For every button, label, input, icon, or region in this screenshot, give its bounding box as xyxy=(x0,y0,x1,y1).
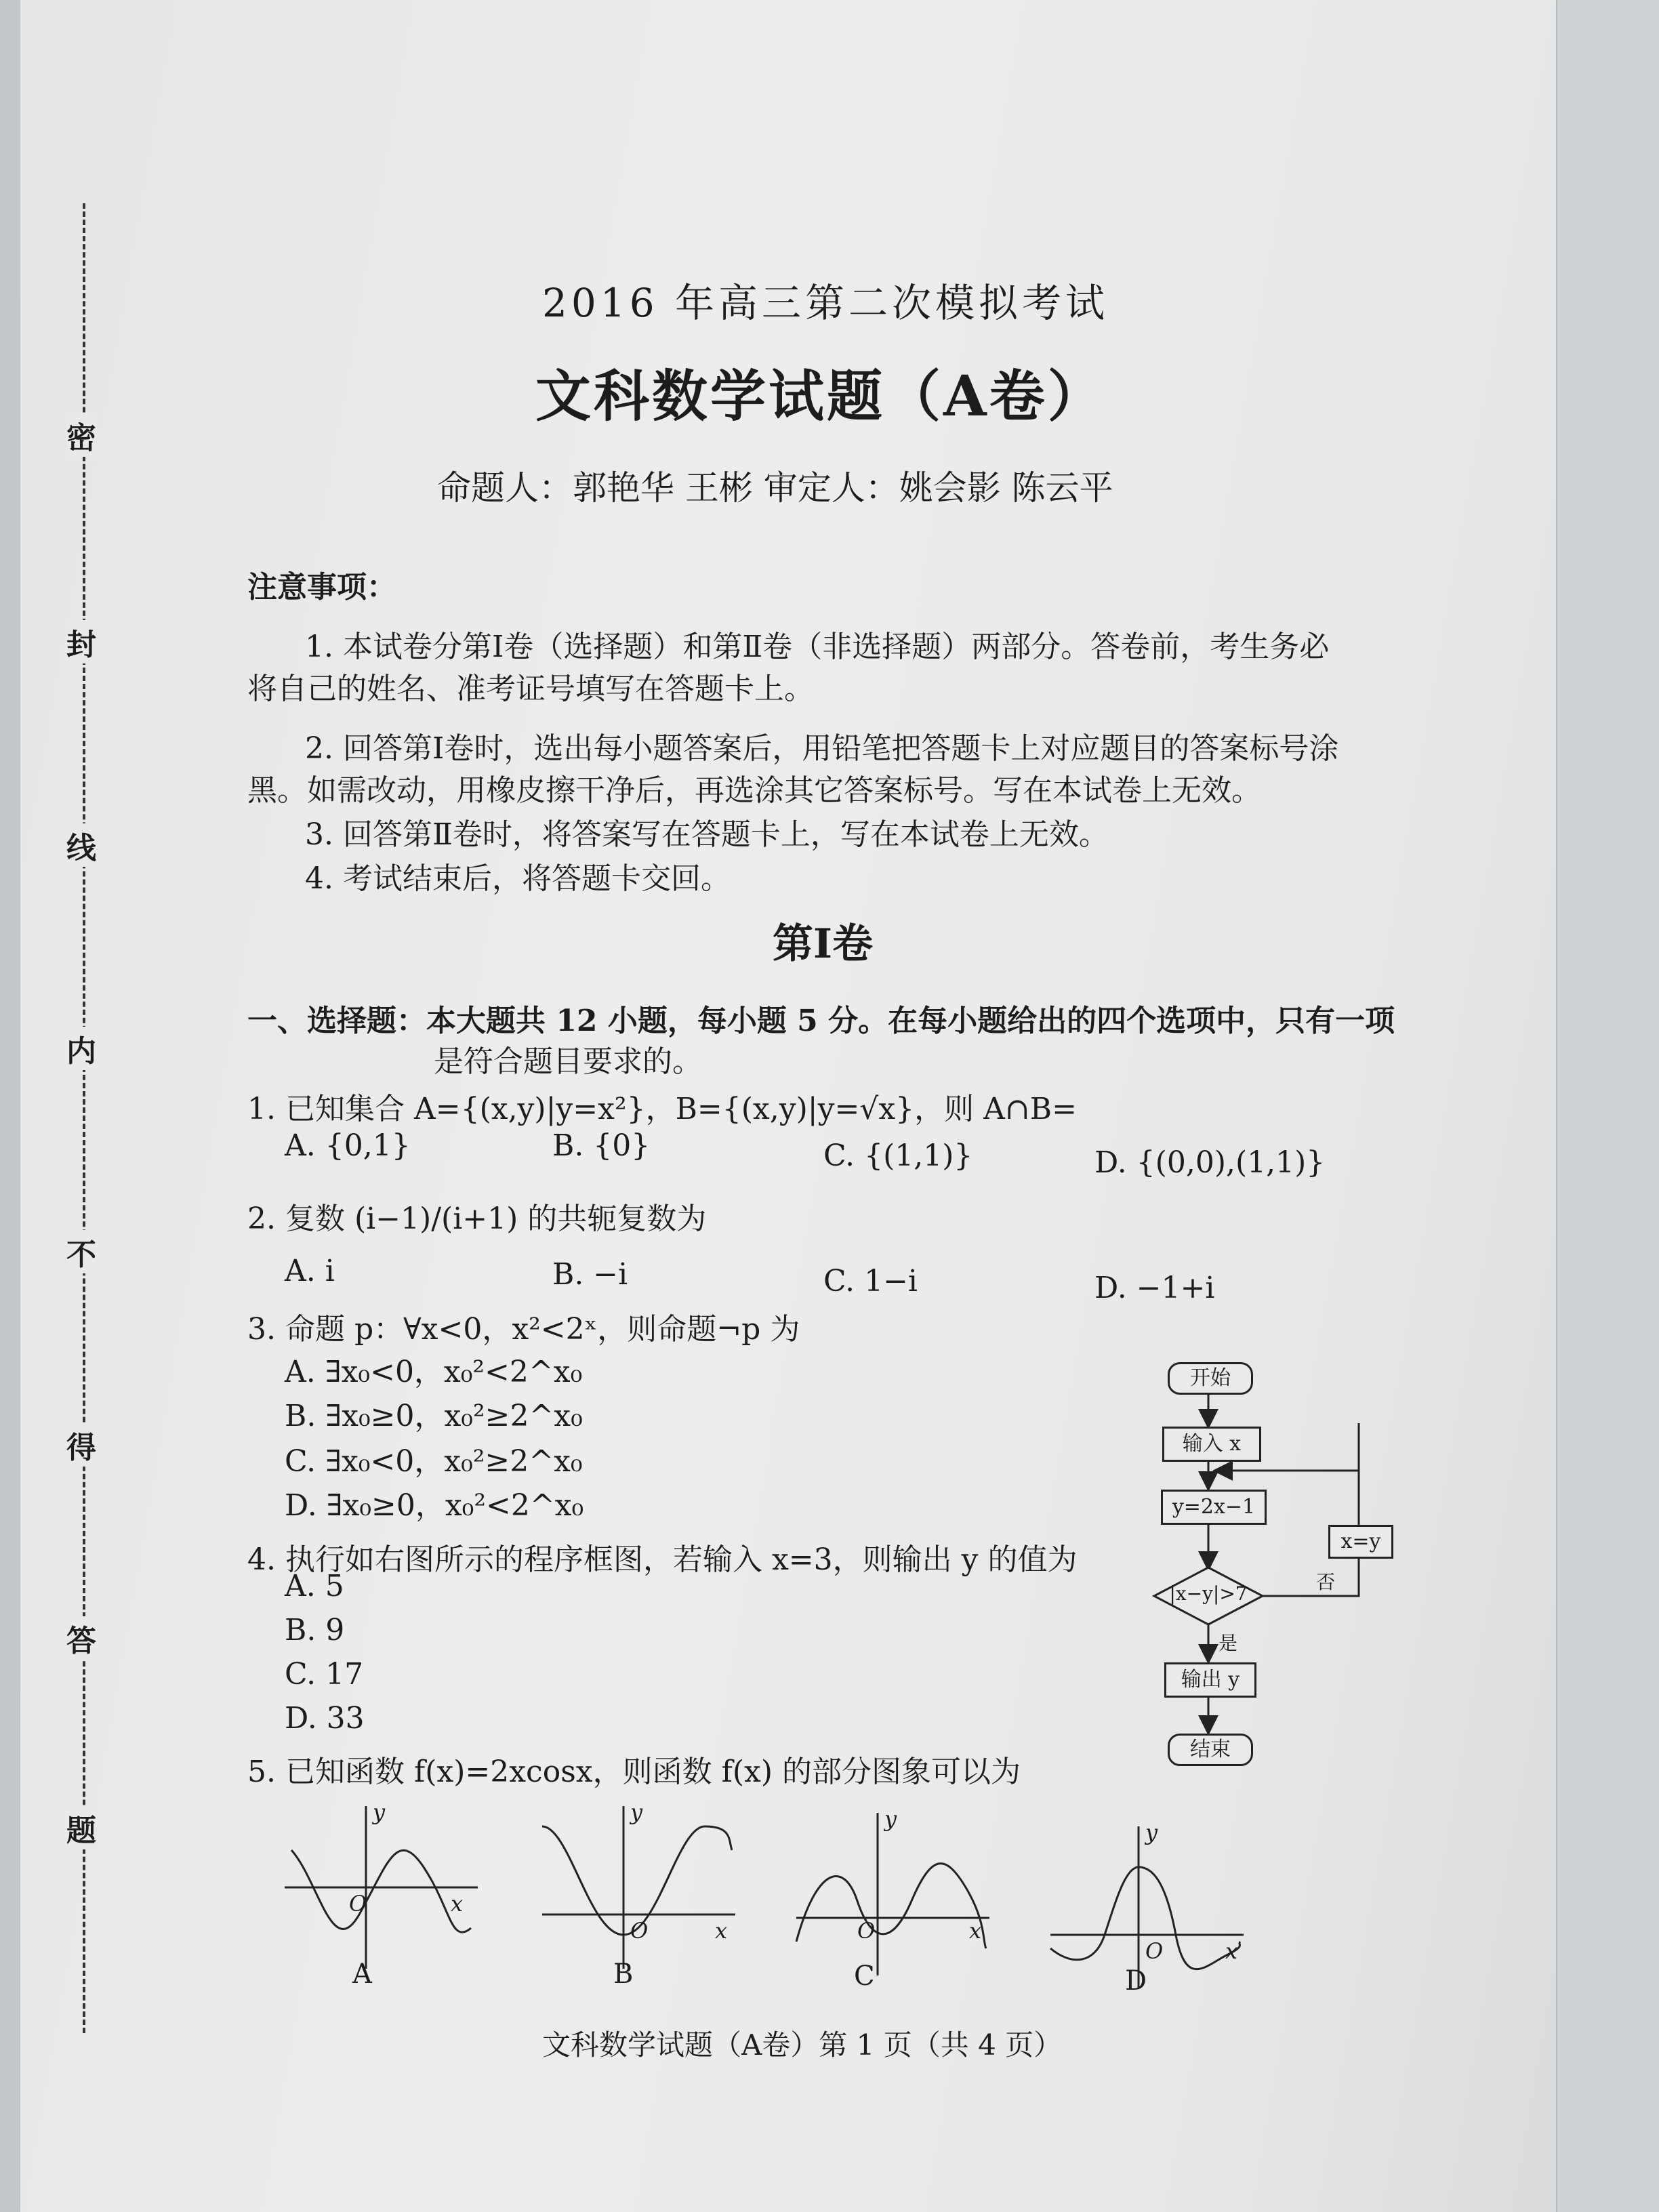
paper-title: 文科数学试题（A卷） xyxy=(535,364,1106,429)
notice-item: 3. 回答第Ⅱ卷时，将答案写在答题卡上，写在本试卷上无效。 xyxy=(305,817,1109,852)
question-stem: 4. 执行如右图所示的程序框图，若输入 x=3，则输出 y 的值为 xyxy=(247,1542,1078,1577)
graph-b-plot xyxy=(535,1799,739,1975)
seal-dashed-line xyxy=(83,203,85,2033)
seal-char: 答 xyxy=(66,1616,96,1660)
question-stem: 5. 已知函数 f(x)=2xcosx，则函数 f(x) 的部分图象可以为 xyxy=(247,1755,1021,1789)
graph-letter: C xyxy=(854,1961,875,1992)
origin-label: O xyxy=(1145,1938,1164,1964)
flow-start: 开始 xyxy=(1168,1362,1253,1395)
seal-char: 线 xyxy=(66,823,96,867)
graph-c-plot xyxy=(790,1806,993,1982)
seal-char: 不 xyxy=(66,1230,96,1273)
flowchart-connectors xyxy=(1125,1352,1410,1772)
graph-letter: A xyxy=(352,1959,372,1990)
graph-option-b xyxy=(535,1799,739,1990)
option: D. −1+i xyxy=(1094,1271,1215,1305)
notice-item: 4. 考试结束后，将答题卡交回。 xyxy=(305,861,731,896)
graph-letter: B xyxy=(613,1959,634,1990)
y-axis-label: y xyxy=(373,1799,386,1825)
graph-a-plot xyxy=(278,1799,481,1975)
option: D. {(0,0),(1,1)} xyxy=(1094,1145,1326,1180)
notice-item: 黑。如需改动，用橡皮擦干净后，再选涂其它答案标号。写在本试卷上无效。 xyxy=(247,773,1261,808)
question-stem: 1. 已知集合 A={(x,y)|y=x²}，B={(x,y)|y=√x}，则 A∩B= xyxy=(247,1092,1077,1126)
x-axis-label: x xyxy=(1225,1938,1238,1964)
option: C. ∃x₀<0，x₀²≥2^x₀ xyxy=(285,1444,583,1479)
page-fold xyxy=(0,0,20,2212)
part-intro: 是符合题目要求的。 xyxy=(434,1044,702,1079)
y-axis-label: y xyxy=(1145,1820,1158,1845)
question-stem: 3. 命题 p：∀x<0，x²<2ˣ，则命题¬p 为 xyxy=(247,1312,800,1347)
origin-label: O xyxy=(857,1918,876,1944)
option: D. 33 xyxy=(285,1701,365,1736)
option: A. 5 xyxy=(285,1569,344,1603)
authors-line: 命题人：郭艳华 王彬 审定人：姚会影 陈云平 xyxy=(437,468,1113,508)
flow-update: x=y xyxy=(1328,1525,1393,1559)
option: D. ∃x₀≥0，x₀²<2^x₀ xyxy=(285,1488,584,1523)
x-axis-label: x xyxy=(451,1891,464,1917)
seal-char: 得 xyxy=(66,1423,96,1467)
origin-label: O xyxy=(349,1891,367,1917)
option: A. {0,1} xyxy=(285,1128,411,1163)
question-stem: 2. 复数 (i−1)/(i+1) 的共轭复数为 xyxy=(247,1202,707,1236)
part-intro: 一、选择题：本大题共 12 小题，每小题 5 分。在每小题给出的四个选项中，只有一项 xyxy=(247,1004,1395,1038)
flow-condition: |x−y|>7 xyxy=(1169,1582,1248,1605)
y-axis-label: y xyxy=(630,1799,643,1825)
seal-char: 内 xyxy=(66,1027,96,1070)
option: B. −i xyxy=(552,1257,628,1292)
flow-output: 输出 y xyxy=(1164,1662,1256,1698)
origin-label: O xyxy=(630,1918,649,1944)
flow-end: 结束 xyxy=(1168,1734,1253,1766)
notice-item: 2. 回答第Ⅰ卷时，选出每小题答案后，用铅笔把答题卡上对应题目的答案标号涂 xyxy=(305,731,1339,766)
option: B. ∃x₀≥0，x₀²≥2^x₀ xyxy=(285,1399,583,1433)
exam-title: 2016 年高三第二次模拟考试 xyxy=(542,280,1109,326)
program-flowchart xyxy=(1125,1352,1410,1772)
flow-yes-label: 是 xyxy=(1218,1632,1238,1654)
seal-char: 题 xyxy=(66,1806,96,1849)
option: B. {0} xyxy=(552,1128,651,1163)
option: A. i xyxy=(285,1254,335,1288)
graph-letter: D xyxy=(1125,1965,1147,1996)
x-axis-label: x xyxy=(715,1918,728,1944)
graph-option-d xyxy=(1044,1820,1247,1996)
option: C. 17 xyxy=(285,1657,364,1692)
y-axis-label: y xyxy=(884,1806,897,1832)
flow-input: 输入 x xyxy=(1162,1427,1261,1462)
adjacent-page-edge xyxy=(1556,0,1659,2212)
flow-assign: y=2x−1 xyxy=(1161,1490,1267,1525)
notice-item: 1. 本试卷分第Ⅰ卷（选择题）和第Ⅱ卷（非选择题）两部分。答卷前，考生务必 xyxy=(305,630,1330,664)
seal-char: 密 xyxy=(66,413,96,457)
graph-option-a xyxy=(278,1799,481,1990)
notice-heading: 注意事项： xyxy=(247,570,396,605)
option: A. ∃x₀<0，x₀²<2^x₀ xyxy=(285,1355,583,1389)
page-footer: 文科数学试题（A卷）第 1 页（共 4 页） xyxy=(542,2028,1063,2062)
option: B. 9 xyxy=(285,1613,345,1647)
flow-no-label: 否 xyxy=(1316,1571,1336,1593)
graph-option-c xyxy=(790,1806,993,1992)
x-axis-label: x xyxy=(969,1918,982,1944)
option: C. 1−i xyxy=(823,1264,918,1298)
option: C. {(1,1)} xyxy=(823,1139,973,1173)
seal-char: 封 xyxy=(66,620,96,663)
section-title: 第Ⅰ卷 xyxy=(773,920,874,968)
notice-item: 将自己的姓名、准考证号填写在答题卡上。 xyxy=(247,672,814,706)
